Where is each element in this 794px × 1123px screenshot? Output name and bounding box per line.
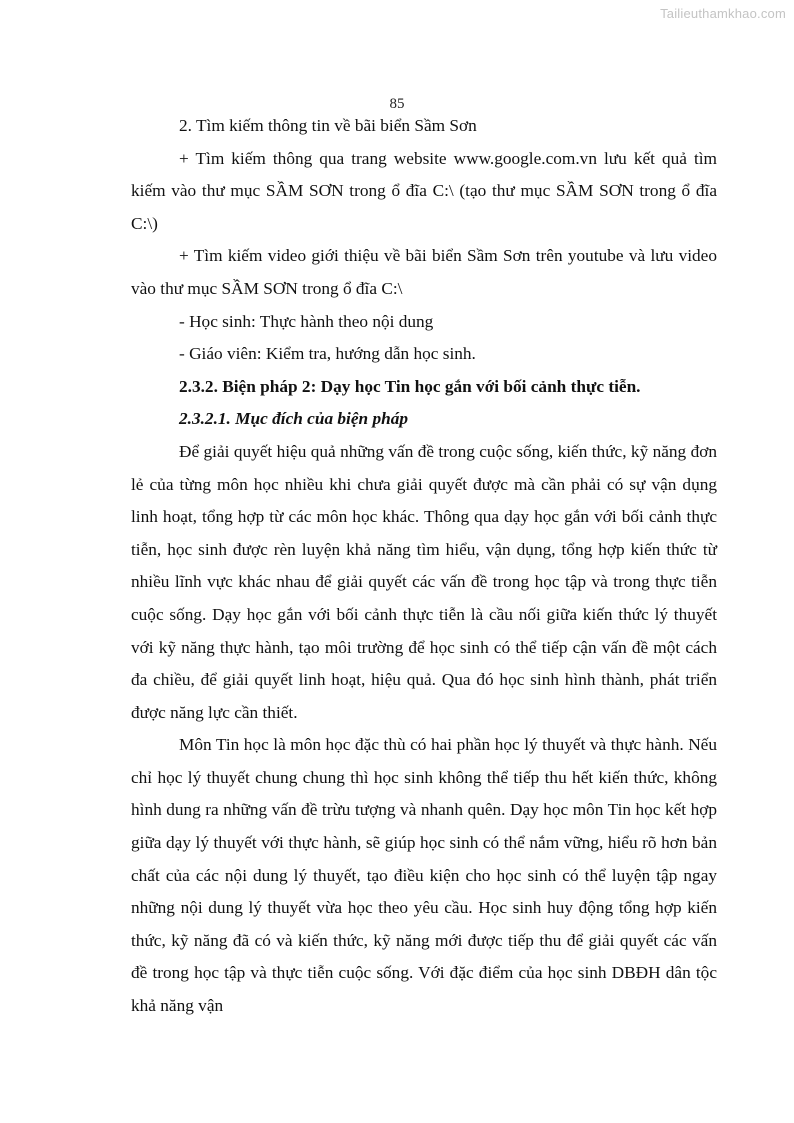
watermark-text: Tailieuthamkhao.com	[660, 6, 786, 21]
student-task-line: - Học sinh: Thực hành theo nội dung	[179, 311, 434, 331]
subsection-heading: 2.3.2.1. Mục đích của biện pháp	[179, 409, 408, 429]
page-number: 85	[389, 96, 405, 112]
teacher-task-line: - Giáo viên: Kiểm tra, hướng dẫn học sinh.	[179, 344, 476, 364]
section-item-title: 2. Tìm kiếm thông tin về bãi biển Sầm Sơn	[179, 116, 477, 135]
body-paragraph-subject: Môn Tin học là môn học đặc thù có hai phần học lý thuyết và thực hành. Nếu chỉ học lý thuyết chung chung thì học sinh không thể tiếp thu hết kiến thức, không hình dung ra những vấn đề trừu tượng và nhanh quên. Dạy học môn Tin học kết hợp giữa dạy lý thuyết với thực hành, sẽ giúp học sinh có thể nắm vững, hiểu rõ hơn bản chất của các nội dung lý thuyết, tạo điều kiện cho học sinh có thể luyện tập ngay những nội dung lý thuyết vừa học theo yêu cầu. Học sinh huy động tổng hợp kiến thức, kỹ năng đã có và kiến thức, kỹ năng mới được tiếp thu để giải quyết các vấn đề trong học tập và thực tiễn cuộc sống. Với đặc điểm của học sinh DBĐH dân tộc khả năng vận	[131, 735, 717, 1016]
section-heading: 2.3.2. Biện pháp 2: Dạy học Tin học gắn với bối cảnh thực tiễn.	[179, 376, 641, 396]
bullet-paragraph-google-search: + Tìm kiếm thông qua trang website www.google.com.vn lưu kết quả tìm kiếm vào thư mục SẦM SƠN trong ổ đĩa C:\ (tạo thư mục SẦM SƠN trong ổ đĩa C:\)	[131, 148, 717, 233]
document-body	[131, 110, 717, 1023]
bullet-paragraph-youtube-search: + Tìm kiếm video giới thiệu về bãi biển Sầm Sơn trên youtube và lưu video vào thư mục SẦM SƠN trong ổ đĩa C:\	[131, 246, 717, 298]
body-paragraph-purpose: Để giải quyết hiệu quả những vấn đề trong cuộc sống, kiến thức, kỹ năng đơn lẻ của từng môn học nhiều khi chưa giải quyết được mà cần phải có sự vận dụng linh hoạt, tổng hợp từ các môn học khác. Thông qua dạy học gắn với bối cảnh thực tiễn, học sinh được rèn luyện khả năng tìm hiểu, vận dụng, tổng hợp kiến thức từ nhiều lĩnh vực khác nhau để giải quyết các vấn đề trong học tập và trong thực tiễn cuộc sống. Dạy học gắn với bối cảnh thực tiễn là cầu nối giữa kiến thức lý thuyết với kỹ năng thực hành, tạo môi trường để học sinh có thể tiếp cận vấn đề một cách đa chiều, để giải quyết linh hoạt, hiệu quả. Qua đó học sinh hình thành, phát triển được năng lực cần thiết.	[131, 441, 717, 722]
